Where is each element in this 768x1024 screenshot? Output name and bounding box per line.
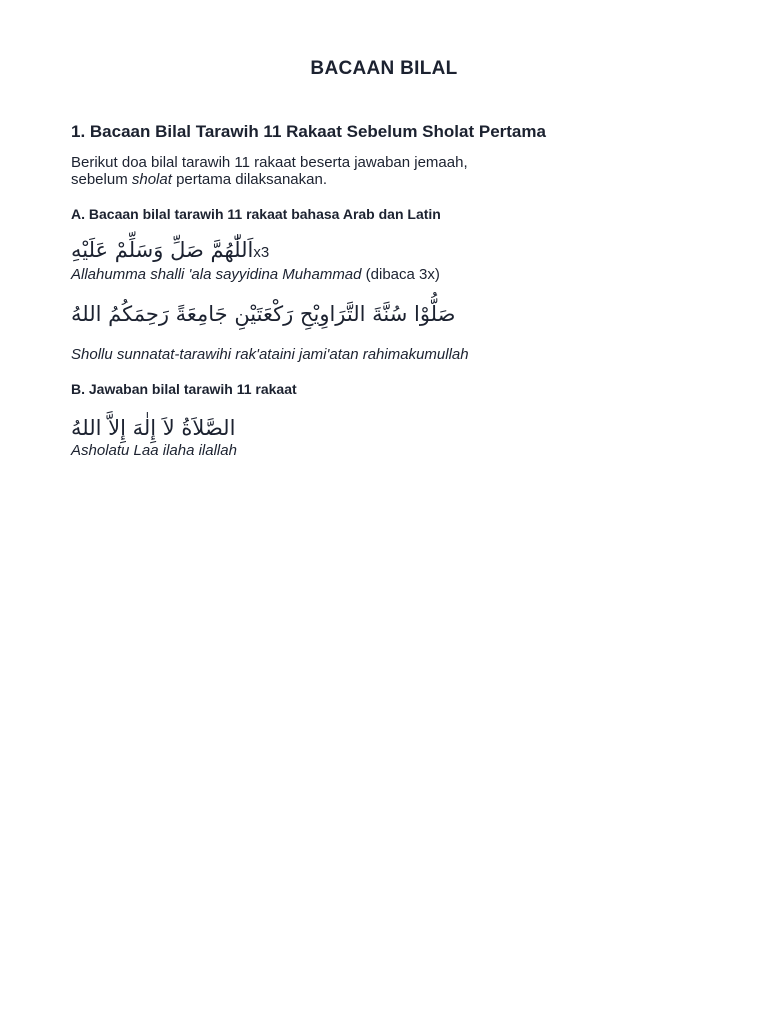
latin-line-3	[71, 442, 237, 459]
intro-line-1: Berikut doa bilal tarawih 11 rakaat beserta jawaban jemaah,	[71, 154, 468, 171]
page-title: BACAAN BILAL	[310, 58, 458, 79]
arabic-line-1	[71, 238, 269, 262]
intro-line-2-start: sebelum	[71, 171, 132, 188]
arabic-text-1: اَللّٰهُمَّ صَلِّ وَسَلِّمْ عَلَيْهِ	[71, 238, 254, 262]
latin-line-2	[71, 346, 469, 363]
arabic-text-2: صَلُّوْا سُنَّةَ التَّرَاوِيْحِ رَكْعَتَيْنِ جَامِعَةً رَحِمَكُمُ اللهُ	[71, 302, 456, 326]
intro-paragraph	[71, 154, 468, 188]
intro-line-2-italic: sholat	[131, 171, 172, 188]
latin-text-2: Shollu sunnatat-tarawihi rak'ataini jami'atan rahimakumullah	[71, 346, 469, 363]
latin-line-1	[71, 266, 440, 283]
subsection-a-heading: A. Bacaan bilal tarawih 11 rakaat bahasa Arab dan Latin	[71, 206, 441, 222]
subsection-b-heading: B. Jawaban bilal tarawih 11 rakaat	[71, 381, 297, 397]
section-heading: 1. Bacaan Bilal Tarawih 11 Rakaat Sebelum Sholat Pertama	[71, 122, 546, 141]
arabic-line-2	[71, 302, 455, 326]
repeat-count: x3	[253, 244, 270, 261]
intro-line-2-end: pertama dilaksanakan.	[171, 171, 327, 188]
latin-text-1-note: (dibaca 3x)	[361, 266, 440, 283]
latin-text-3: Asholatu Laa ilaha ilallah	[71, 442, 237, 459]
arabic-text-3: الصَّلاَةُ لاَ إِلٰهَ إِلاَّ اللهُ	[71, 416, 236, 440]
intro-line-2	[71, 171, 468, 188]
arabic-line-3	[71, 416, 235, 440]
latin-text-1-italic: Allahumma shalli 'ala sayyidina Muhammad	[71, 266, 362, 283]
